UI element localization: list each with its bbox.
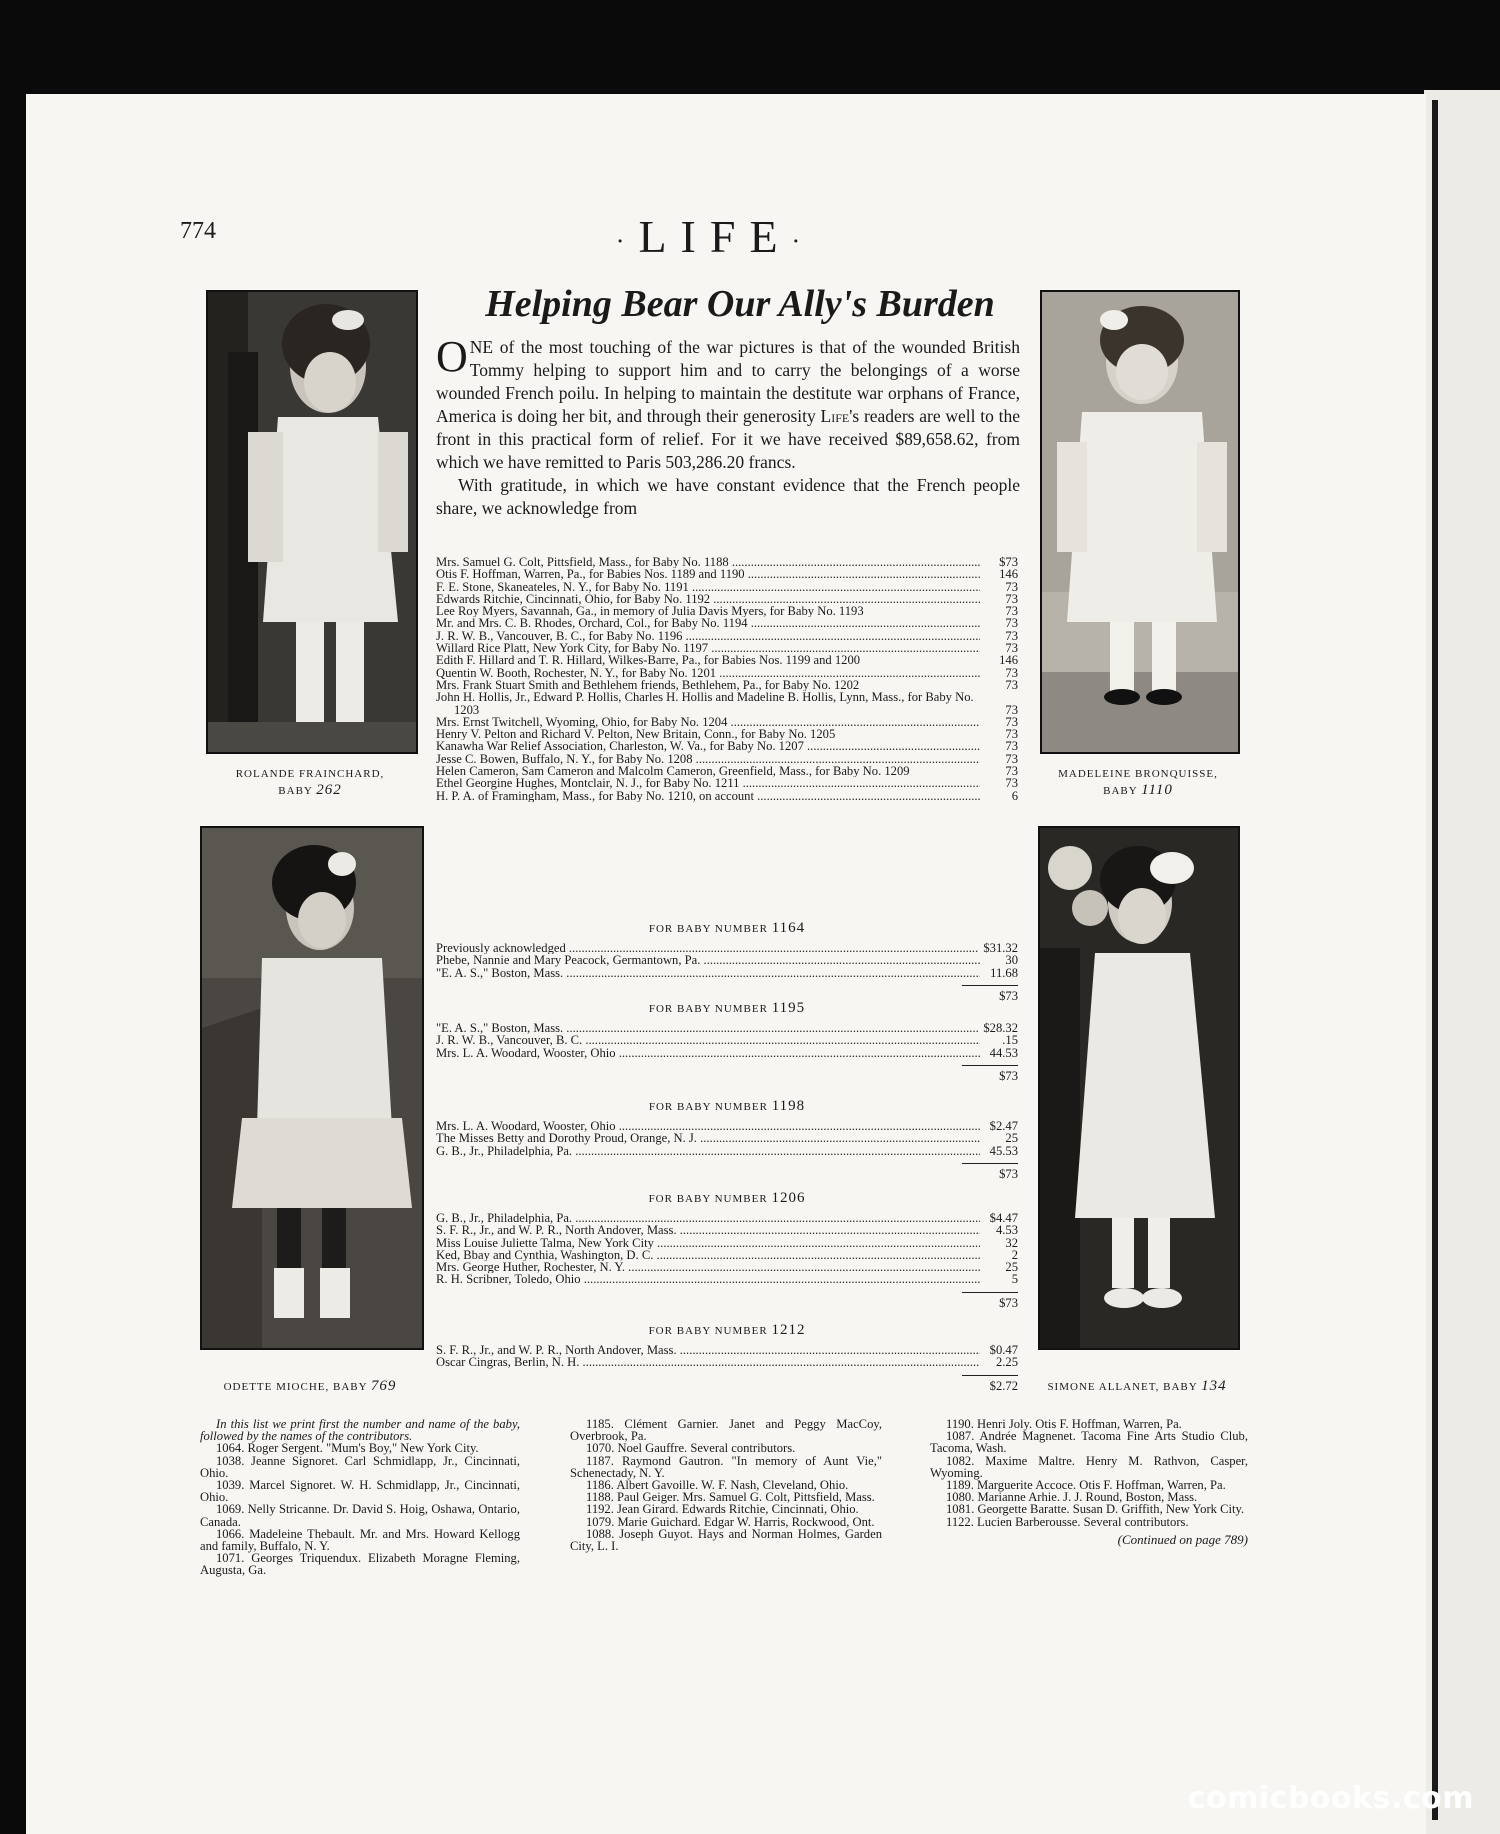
contributor-name: Jesse C. Bowen, Buffalo, N. Y., for Baby No. 1208 .....: [436, 753, 980, 765]
contributor-name: John H. Hollis, Jr., Edward P. Hollis, Charles H. Hollis and Madeline B. Hollis, Lynn, Mass., for Baby No. 1203: [436, 691, 974, 716]
section-total: $73: [999, 1068, 1018, 1083]
drop-cap: O: [436, 332, 468, 381]
acknowledgement-row: [436, 1047, 1018, 1059]
facing-page-rule: [1432, 100, 1438, 1820]
contributor-name: Ked, Bbay and Cynthia, Washington, D. C. .....: [436, 1249, 980, 1261]
masthead-title: LIFE: [638, 211, 792, 262]
acknowledgement-row: [436, 630, 1018, 642]
contributor-name: "E. A. S.," Boston, Mass. .....: [436, 967, 980, 979]
child-portrait-image: [1042, 292, 1238, 752]
baby-entry: 1087. Andrée Magnenet. Tacoma Fine Arts Studio Club, Tacoma, Wash.: [930, 1429, 1248, 1456]
caption-name: ROLANDE FRAINCHARD,: [235, 768, 385, 780]
contributor-name: F. E. Stone, Skaneateles, N. Y., for Baby No. 1191 .....: [436, 581, 980, 593]
section-rows: [436, 1120, 1018, 1157]
acknowledgement-row: [436, 942, 1018, 954]
contributor-name: Mrs. Ernst Twitchell, Wyoming, Ohio, for Baby No. 1204 .....: [436, 716, 980, 728]
baby-entry: 1039. Marcel Signoret. W. H. Schmidlapp, Jr., Cincinnati, Ohio.: [200, 1478, 520, 1505]
contribution-amount: 73: [1005, 727, 1018, 742]
caption-baby-number: 1110: [1141, 782, 1173, 798]
acknowledgement-row: [436, 1273, 1018, 1285]
baby-entry: 1187. Raymond Gautron. "In memory of Aunt Vie," Schenectady, N. Y.: [570, 1453, 882, 1480]
contribution-amount: $0.47: [989, 1343, 1018, 1357]
total-rule: [962, 1065, 1018, 1066]
intro-para-2: With gratitude, in which we have constant evidence that the French people share, we acknowledge from: [436, 475, 1020, 518]
bottom-column-1: [200, 1418, 520, 1577]
acknowledgement-row: [436, 1249, 1018, 1261]
caption-baby-label: BABY: [278, 785, 313, 797]
contribution-amount: 73: [1005, 751, 1018, 766]
baby-entry: 1186. Albert Gavoille. W. F. Nash, Cleveland, Ohio.: [586, 1478, 849, 1493]
acknowledgement-row: [436, 1356, 1018, 1368]
section-heading: [436, 1098, 1018, 1115]
contributor-name: G. B., Jr., Philadelphia, Pa. .....: [436, 1145, 980, 1157]
contribution-amount: 73: [1005, 579, 1018, 594]
baby-entry: 1190. Henri Joly. Otis F. Hoffman, Warren, Pa.: [946, 1417, 1182, 1431]
contributor-name: Edith F. Hillard and T. R. Hillard, Wilkes-Barre, Pa., for Babies Nos. 1199 and 1200: [436, 654, 861, 667]
contributor-name: "E. A. S.," Boston, Mass. .....: [436, 1022, 979, 1034]
watermark-logo: comicbooks.com: [1187, 1781, 1474, 1816]
acknowledgement-row: [436, 679, 1018, 691]
baby-entry: 1064. Roger Sergent. "Mum's Boy," New York City.: [216, 1441, 479, 1456]
acknowledgement-row: [436, 568, 1018, 580]
acknowledgement-row: [436, 667, 1018, 679]
page-number: 774: [180, 218, 216, 244]
contributor-name: R. H. Scribner, Toledo, Ohio .....: [436, 1273, 980, 1285]
contributor-name: J. R. W. B., Vancouver, B. C., for Baby No. 1196 .....: [436, 630, 980, 642]
section-heading: [436, 1190, 1018, 1207]
total-rule: [962, 1163, 1018, 1164]
section-heading: [436, 1322, 1018, 1339]
list-explanation: In this list we print first the number and name of the baby, followed by the names of the contributors.: [200, 1417, 520, 1444]
contribution-amount: 73: [1005, 616, 1018, 631]
contributor-name: Quentin W. Booth, Rochester, N. Y., for Baby No. 1201 .....: [436, 667, 980, 679]
baby-entry: 1088. Joseph Guyot. Hays and Norman Holmes, Garden City, L. I.: [570, 1526, 882, 1554]
caption-baby-label: BABY: [1103, 785, 1138, 797]
contributor-name: Helen Cameron, Sam Cameron and Malcolm Cameron, Greenfield, Mass., for Baby No. 1209: [436, 765, 910, 778]
acknowledgement-row: [436, 1132, 1018, 1144]
contributor-name: Henry V. Pelton and Richard V. Pelton, New Britain, Conn., for Baby No. 1205: [436, 728, 836, 741]
acknowledgement-row: [436, 790, 1018, 802]
acknowledgement-row: [436, 1034, 1018, 1046]
section-label: FOR BABY NUMBER: [648, 1101, 768, 1113]
contribution-amount: 73: [1005, 702, 1018, 717]
contribution-amount: 2: [1011, 1247, 1018, 1262]
acknowledgement-row: [436, 1261, 1018, 1273]
child-portrait-image: [202, 828, 422, 1348]
caption-name: ODETTE MIOCHE,: [223, 1381, 330, 1393]
acknowledgement-row: [436, 581, 1018, 593]
contribution-amount: 32: [1005, 1235, 1018, 1250]
baby-entry: 1080. Marianne Arhie. J. J. Round, Boston, Mass.: [946, 1490, 1198, 1505]
contribution-amount: $73: [999, 555, 1018, 569]
baby-entry: 1189. Marguerite Accoce. Otis F. Hoffman, Warren, Pa.: [946, 1478, 1226, 1493]
caption-rolande: [206, 766, 414, 799]
contribution-amount: $2.47: [989, 1119, 1018, 1133]
caption-simone: [1026, 1378, 1248, 1395]
acknowledgement-row: [436, 1120, 1018, 1132]
section-total: $73: [999, 988, 1018, 1003]
contribution-amount: 73: [1005, 641, 1018, 656]
photo-rolande: [206, 290, 418, 754]
section-total: $73: [999, 1295, 1018, 1310]
acknowledgement-row: [436, 1224, 1018, 1236]
contribution-amount: 2.25: [995, 1355, 1018, 1370]
baby-entry: 1082. Maxime Maltre. Henry M. Rathvon, Casper, Wyoming.: [930, 1453, 1248, 1480]
contributor-name: G. B., Jr., Philadelphia, Pa. .....: [436, 1212, 980, 1224]
baby-entry: 1192. Jean Girard. Edwards Ritchie, Cincinnati, Ohio.: [586, 1502, 859, 1517]
acknowledgement-row: [436, 716, 1018, 728]
contribution-amount: $31.32: [983, 941, 1018, 955]
section-label: FOR BABY NUMBER: [648, 923, 768, 935]
contributor-name: Previously acknowledged .....: [436, 942, 979, 954]
contribution-amount: 73: [1005, 776, 1018, 791]
contributor-name: H. P. A. of Framingham, Mass., for Baby No. 1210, on account .....: [436, 790, 980, 802]
acknowledgement-row: [436, 1212, 1018, 1224]
contribution-amount: 4.53: [995, 1223, 1018, 1238]
section-rows: [436, 1212, 1018, 1286]
contributor-name: Willard Rice Platt, New York City, for Baby No. 1197 .....: [436, 642, 980, 654]
acknowledgement-row: [436, 765, 1018, 777]
contribution-amount: 5: [1011, 1272, 1018, 1287]
caption-baby-label: BABY: [1163, 1381, 1198, 1393]
contributor-name: The Misses Betty and Dorothy Proud, Orange, N. J. .....: [436, 1132, 980, 1144]
contribution-amount: $4.47: [989, 1211, 1018, 1225]
section-rows: [436, 1344, 1018, 1369]
acknowledgement-row: [436, 728, 1018, 740]
contribution-amount: 73: [1005, 739, 1018, 754]
contributor-name: Mrs. Frank Stuart Smith and Bethlehem friends, Bethlehem, Pa., for Baby No. 1202: [436, 678, 860, 692]
contributor-name: Mrs. L. A. Woodard, Wooster, Ohio .....: [436, 1120, 980, 1132]
section-rows: [436, 1022, 1018, 1059]
section-total: $2.72: [989, 1378, 1018, 1393]
acknowledgement-row: [436, 642, 1018, 654]
bottom-column-3: [930, 1418, 1248, 1546]
acknowledgement-row: [436, 617, 1018, 629]
photo-odette: [200, 826, 424, 1350]
acknowledgement-row: [436, 740, 1018, 752]
section-baby-number: 1195: [771, 1000, 806, 1016]
baby-entry: 1079. Marie Guichard. Edgar W. Harris, Rockwood, Ont.: [586, 1514, 875, 1529]
contribution-amount: 146: [999, 653, 1018, 668]
section-label: FOR BABY NUMBER: [648, 1325, 768, 1337]
acknowledgement-row: [436, 967, 1018, 979]
section-label: FOR BABY NUMBER: [648, 1003, 768, 1015]
contributor-name: Lee Roy Myers, Savannah, Ga., in memory of Julia Davis Myers, for Baby No. 1193: [436, 605, 864, 618]
article-title: Helping Bear Our Ally's Burden: [485, 283, 995, 325]
contribution-amount: 73: [1005, 677, 1018, 692]
total-rule: [962, 985, 1018, 986]
contributor-name: Edwards Ritchie, Cincinnati, Ohio, for Baby No. 1192 .....: [436, 593, 980, 605]
section-baby-number: 1198: [771, 1098, 806, 1114]
contribution-amount: 73: [1005, 604, 1018, 619]
section-total: $73: [999, 1166, 1018, 1181]
intro-text-b: 's readers are well to the front in this practical form of relief. For it we have received $89,658.62, from which we have remitted to Paris 503,286.20 francs.: [436, 406, 1020, 472]
baby-entry: 1066. Madeleine Thebault. Mr. and Mrs. Howard Kellogg and family, Buffalo, N. Y.: [200, 1526, 520, 1554]
contributor-name: Mrs. L. A. Woodard, Wooster, Ohio .....: [436, 1047, 980, 1059]
acknowledgement-row: [436, 1344, 1018, 1356]
section-rows: [436, 942, 1018, 979]
caption-name: SIMONE ALLANET,: [1047, 1381, 1160, 1393]
baby-entry: 1069. Nelly Stricanne. Dr. David S. Hoig, Oshawa, Ontario, Canada.: [200, 1502, 520, 1529]
contributor-name: Mr. and Mrs. C. B. Rhodes, Orchard, Col., for Baby No. 1194 .....: [436, 617, 980, 629]
contributor-name: S. F. R., Jr., and W. P. R., North Andover, Mass. .....: [436, 1224, 980, 1236]
total-rule: [962, 1292, 1018, 1293]
acknowledgement-row: [436, 654, 1018, 666]
contribution-amount: 44.53: [989, 1045, 1018, 1060]
contribution-amount: $28.32: [983, 1021, 1018, 1035]
contribution-amount: 73: [1005, 628, 1018, 643]
contribution-amount: 11.68: [990, 965, 1018, 980]
section-heading: [436, 1000, 1018, 1017]
contributor-name: Mrs. George Huther, Rochester, N. Y. .....: [436, 1261, 980, 1273]
intro-text-a: NE of the most touching of the war pictures is that of the wounded British Tommy helping to support him and to carry the belongings of a worse wounded French poilu. In helping to maintain the destitute war orphans of France, America is doing her bit, and through their generosity: [436, 337, 1020, 426]
continued-note: (Continued on page 789): [1117, 1531, 1248, 1547]
contribution-amount: 73: [1005, 591, 1018, 606]
baby-entry: 1038. Jeanne Signoret. Carl Schmidlapp, Jr., Cincinnati, Ohio.: [200, 1453, 520, 1480]
baby-entry: 1081. Georgette Baratte. Susan D. Griffith, New York City.: [946, 1502, 1245, 1517]
contribution-amount: 146: [999, 567, 1018, 582]
contribution-amount: 30: [1005, 953, 1018, 968]
acknowledgement-row: [436, 556, 1018, 568]
contributor-name: Mrs. Samuel G. Colt, Pittsfield, Mass., for Baby No. 1188 .....: [436, 556, 980, 568]
caption-baby-number: 769: [370, 1378, 397, 1394]
contributor-name: Ethel Georgine Hughes, Montclair, N. J., for Baby No. 1211 .....: [436, 777, 980, 789]
contribution-amount: 25: [1005, 1131, 1018, 1146]
acknowledgement-row: [436, 753, 1018, 765]
contributor-name: Phebe, Nannie and Mary Peacock, Germantown, Pa. .....: [436, 954, 980, 966]
total-rule: [962, 1375, 1018, 1376]
acknowledgement-row: [436, 954, 1018, 966]
acknowledgement-row: [436, 1022, 1018, 1034]
article-intro: [436, 332, 1020, 520]
child-portrait-image: [1040, 828, 1238, 1348]
section-heading: [436, 920, 1018, 937]
contributor-name: Kanawha War Relief Association, Charleston, W. Va., for Baby No. 1207 .....: [436, 740, 980, 752]
contributor-name: J. R. W. B., Vancouver, B. C. .....: [436, 1034, 980, 1046]
section-label: FOR BABY NUMBER: [648, 1193, 768, 1205]
contribution-amount: 6: [1011, 788, 1018, 803]
contribution-amount: 73: [1005, 714, 1018, 729]
section-baby-number: 1212: [771, 1322, 806, 1338]
masthead: ·LIFE·: [615, 211, 815, 262]
section-baby-number: 1164: [771, 920, 806, 936]
section-baby-number: 1206: [771, 1190, 806, 1206]
acknowledgement-row: [436, 605, 1018, 617]
caption-madeleine: [1030, 766, 1246, 799]
acknowledgement-list: [436, 556, 1018, 802]
intro-life-name: Life: [820, 406, 850, 426]
contributor-name: Otis F. Hoffman, Warren, Pa., for Babies Nos. 1189 and 1190 .....: [436, 568, 980, 580]
baby-entry: 1122. Lucien Barberousse. Several contributors.: [946, 1514, 1189, 1529]
contribution-amount: 73: [1005, 764, 1018, 779]
contributor-name: Miss Louise Juliette Talma, New York City .....: [436, 1237, 980, 1249]
acknowledgement-row: [436, 593, 1018, 605]
contribution-amount: 45.53: [989, 1143, 1018, 1158]
baby-entry: 1070. Noel Gauffre. Several contributors.: [586, 1441, 796, 1456]
acknowledgement-row: [436, 691, 1018, 716]
caption-baby-label: BABY: [333, 1381, 368, 1393]
baby-entry: 1071. Georges Triquendux. Elizabeth Moragne Fleming, Augusta, Ga.: [200, 1551, 520, 1578]
contribution-amount: 25: [1005, 1260, 1018, 1275]
acknowledgement-row: [436, 1145, 1018, 1157]
caption-baby-number: 262: [316, 782, 342, 798]
contributor-name: Oscar Cingras, Berlin, N. H. .....: [436, 1356, 980, 1368]
contribution-amount: 73: [1005, 665, 1018, 680]
baby-entry: 1185. Clément Garnier. Janet and Peggy MacCoy, Overbrook, Pa.: [570, 1417, 882, 1444]
contribution-amount: .15: [1002, 1033, 1018, 1048]
acknowledgement-row: [436, 1237, 1018, 1249]
acknowledgement-row: [436, 777, 1018, 789]
contributor-name: S. F. R., Jr., and W. P. R., North Andover, Mass. .....: [436, 1344, 980, 1356]
caption-name: MADELEINE BRONQUISSE,: [1058, 768, 1218, 780]
child-portrait-image: [208, 292, 416, 752]
photo-simone: [1038, 826, 1240, 1350]
caption-baby-number: 134: [1201, 1378, 1227, 1394]
photo-madeleine: [1040, 290, 1240, 754]
bottom-column-2: [570, 1418, 882, 1552]
baby-entry: 1188. Paul Geiger. Mrs. Samuel G. Colt, Pittsfield, Mass.: [586, 1490, 875, 1505]
caption-odette: [190, 1378, 430, 1395]
